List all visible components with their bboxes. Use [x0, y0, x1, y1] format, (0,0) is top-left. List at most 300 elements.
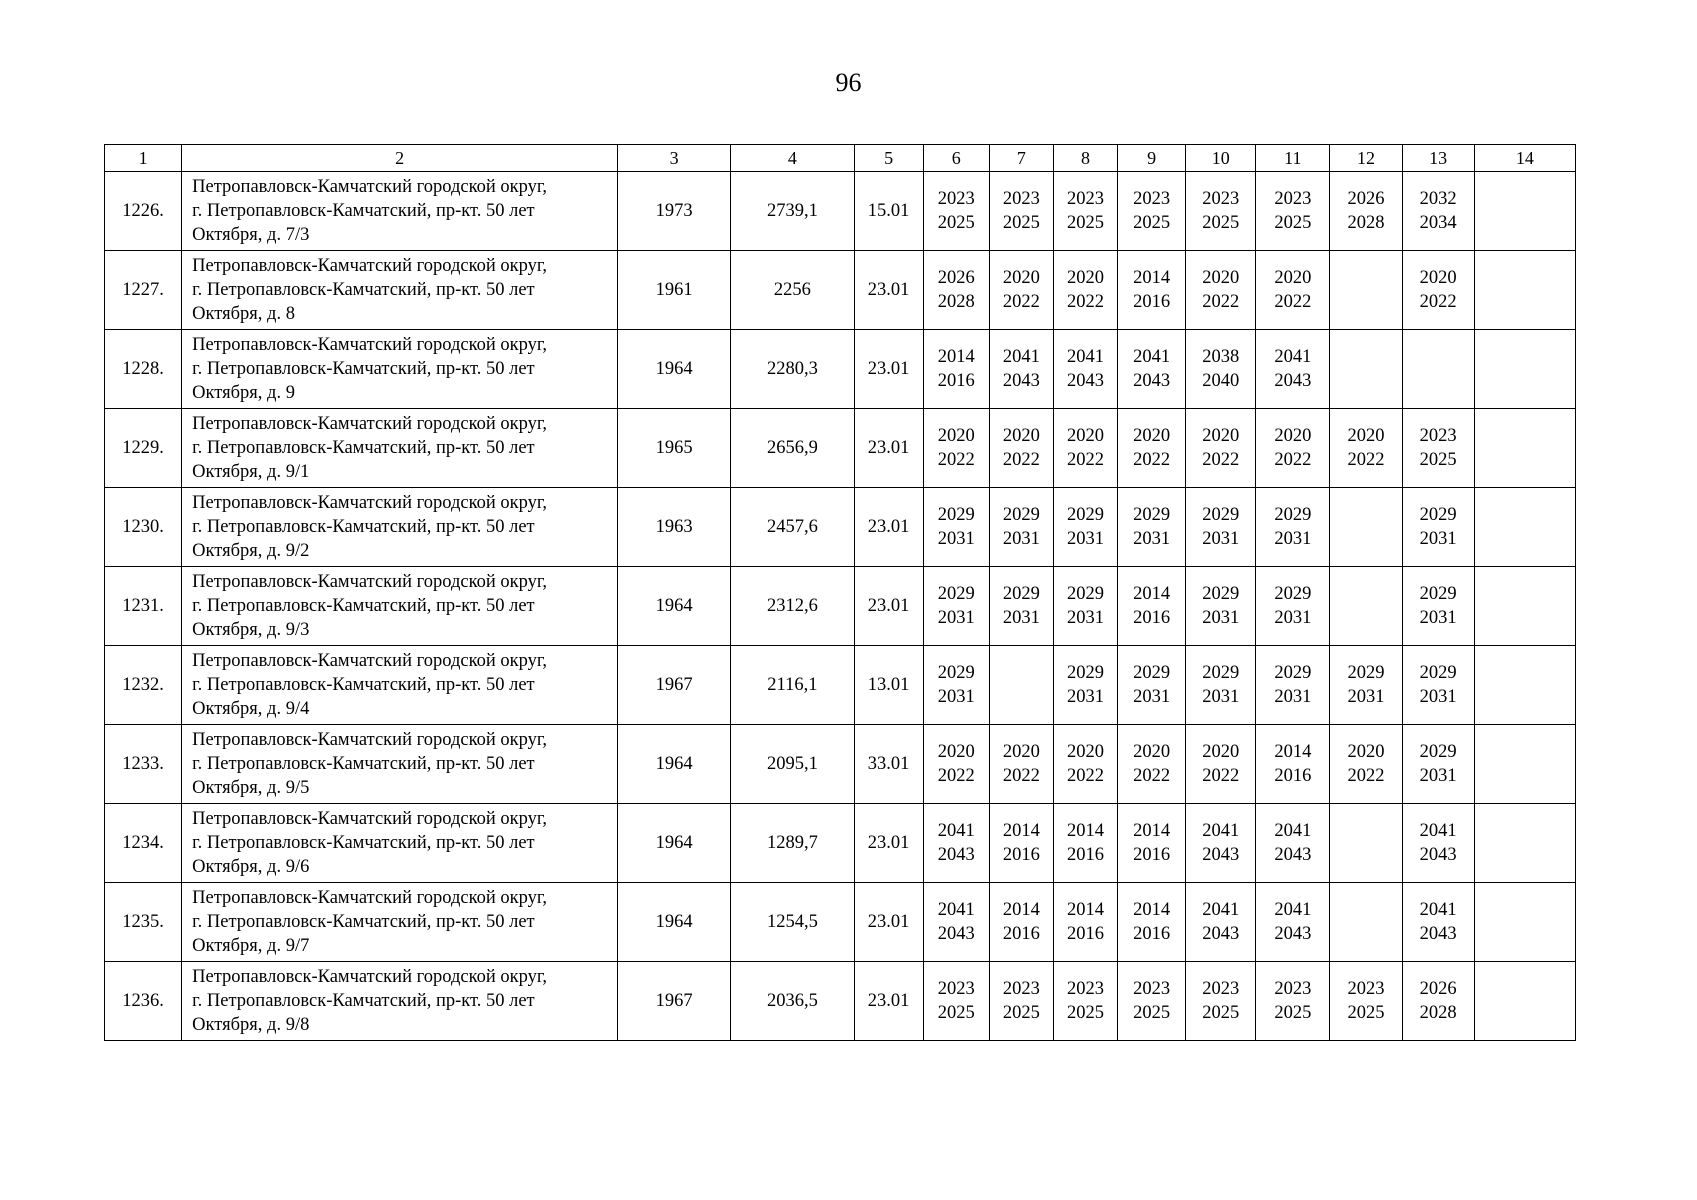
period-cell-8 [1053, 488, 1117, 567]
period-cell-10 [1186, 725, 1256, 804]
period-cell-13 [1402, 567, 1474, 646]
period-end: 2016 [1274, 766, 1312, 786]
period-start: 2041 [1133, 347, 1171, 367]
period-end: 2031 [937, 687, 975, 707]
row-number: 1227. [105, 251, 182, 330]
period-end: 2025 [1133, 213, 1171, 233]
period-cell-7 [989, 172, 1053, 251]
table-row [105, 330, 1576, 409]
period-cell-6 [923, 804, 989, 883]
period-end: 2031 [1002, 529, 1040, 549]
period-start: 2026 [937, 268, 975, 288]
period-end: 2016 [1133, 845, 1171, 865]
period-end: 2043 [1066, 371, 1104, 391]
notes-cell [1474, 804, 1575, 883]
period-end: 2025 [1347, 1003, 1385, 1023]
period-end: 2031 [1202, 687, 1240, 707]
period-start: 2041 [1419, 900, 1457, 920]
period-end: 2031 [1274, 529, 1312, 549]
header-cell-10: 10 [1186, 145, 1256, 172]
address-line: Октября, д. 9 [192, 383, 295, 403]
period-cell-13 [1402, 804, 1474, 883]
notes-cell [1474, 962, 1575, 1041]
period-start: 2014 [1002, 821, 1040, 841]
period-end: 2022 [1133, 450, 1171, 470]
period-cell-10 [1186, 251, 1256, 330]
header-cell-1: 1 [105, 145, 182, 172]
period-start: 2020 [1347, 426, 1385, 446]
period-end: 2043 [1002, 371, 1040, 391]
address-line: г. Петропавловск-Камчатский, пр-кт. 50 лет [192, 754, 535, 774]
period-start: 2041 [1202, 900, 1240, 920]
period-cell-7 [989, 488, 1053, 567]
period-cell-12 [1330, 409, 1402, 488]
period-end: 2022 [937, 766, 975, 786]
period-cell-11 [1256, 962, 1330, 1041]
period-end: 2043 [1202, 845, 1240, 865]
address-line: Октября, д. 9/3 [192, 620, 310, 640]
notes-cell [1474, 251, 1575, 330]
period-end: 2043 [937, 845, 975, 865]
period-cell-9 [1118, 567, 1186, 646]
address-line: Петропавловск-Камчатский городской округ, [192, 572, 548, 592]
header-row [105, 145, 1576, 172]
period-end: 2028 [1419, 1003, 1457, 1023]
period-start: 2014 [1002, 900, 1040, 920]
area-cell: 1254,5 [731, 883, 854, 962]
period-end: 2031 [1347, 687, 1385, 707]
period-start: 2041 [937, 900, 975, 920]
address-line: г. Петропавловск-Камчатский, пр-кт. 50 лет [192, 912, 535, 932]
address-line: г. Петропавловск-Камчатский, пр-кт. 50 лет [192, 438, 535, 458]
period-start: 2020 [1202, 426, 1240, 446]
period-start: 2029 [1202, 505, 1240, 525]
period-end: 2025 [1274, 213, 1312, 233]
period-start: 2029 [1133, 505, 1171, 525]
notes-cell [1474, 725, 1575, 804]
period-end: 2016 [1133, 608, 1171, 628]
period-cell-13 [1402, 725, 1474, 804]
period-start: 2029 [937, 663, 975, 683]
address-line: Петропавловск-Камчатский городской округ, [192, 256, 548, 276]
period-end: 2040 [1202, 371, 1240, 391]
period-start: 2014 [1274, 742, 1312, 762]
period-cell-12 [1330, 251, 1402, 330]
period-end: 2016 [1002, 845, 1040, 865]
address-cell [182, 172, 618, 251]
period-cell-8 [1053, 725, 1117, 804]
period-start: 2020 [937, 426, 975, 446]
table-row [105, 567, 1576, 646]
period-end: 2031 [1274, 687, 1312, 707]
area-cell: 2739,1 [731, 172, 854, 251]
row-number: 1226. [105, 172, 182, 251]
area-cell: 2116,1 [731, 646, 854, 725]
area-cell: 2095,1 [731, 725, 854, 804]
period-end: 2031 [1202, 529, 1240, 549]
period-cell-7 [989, 567, 1053, 646]
period-cell-9 [1118, 883, 1186, 962]
period-start: 2020 [937, 742, 975, 762]
area-cell: 2457,6 [731, 488, 854, 567]
table-row [105, 251, 1576, 330]
table-row [105, 883, 1576, 962]
period-start: 2020 [1066, 426, 1104, 446]
address-cell [182, 804, 618, 883]
period-end: 2043 [1133, 371, 1171, 391]
period-start: 2029 [1419, 742, 1457, 762]
period-cell-6 [923, 567, 989, 646]
period-cell-13 [1402, 409, 1474, 488]
period-end: 2022 [1002, 766, 1040, 786]
address-cell [182, 251, 618, 330]
address-line: г. Петропавловск-Камчатский, пр-кт. 50 лет [192, 991, 535, 1011]
address-line: Петропавловск-Камчатский городской округ, [192, 335, 548, 355]
code-cell: 23.01 [854, 962, 923, 1041]
period-start: 2023 [1133, 189, 1171, 209]
construction-year-cell: 1965 [618, 409, 731, 488]
address-cell [182, 330, 618, 409]
period-start: 2041 [937, 821, 975, 841]
header-cell-4: 4 [731, 145, 854, 172]
row-number: 1234. [105, 804, 182, 883]
period-start: 2020 [1066, 268, 1104, 288]
period-end: 2031 [1419, 529, 1457, 549]
period-cell-7 [989, 883, 1053, 962]
period-cell-11 [1256, 488, 1330, 567]
period-cell-10 [1186, 409, 1256, 488]
period-end: 2031 [1419, 687, 1457, 707]
period-cell-6 [923, 251, 989, 330]
address-line: Петропавловск-Камчатский городской округ, [192, 177, 548, 197]
row-number: 1231. [105, 567, 182, 646]
address-line: Октября, д. 9/6 [192, 857, 310, 877]
period-cell-10 [1186, 804, 1256, 883]
code-cell: 23.01 [854, 883, 923, 962]
table-row [105, 409, 1576, 488]
address-line: Октября, д. 9/2 [192, 541, 310, 561]
period-end: 2025 [1419, 450, 1457, 470]
period-start: 2023 [937, 979, 975, 999]
period-cell-9 [1118, 330, 1186, 409]
address-cell [182, 488, 618, 567]
code-cell: 23.01 [854, 251, 923, 330]
period-end: 2016 [1133, 292, 1171, 312]
code-cell: 23.01 [854, 330, 923, 409]
period-start: 2026 [1347, 189, 1385, 209]
address-line: Октября, д. 7/3 [192, 225, 310, 245]
construction-year-cell: 1967 [618, 962, 731, 1041]
period-end: 2043 [1419, 924, 1457, 944]
period-cell-11 [1256, 567, 1330, 646]
period-cell-9 [1118, 725, 1186, 804]
header-cell-14: 14 [1474, 145, 1575, 172]
page-number: 96 [835, 68, 862, 97]
period-end: 2034 [1419, 213, 1457, 233]
period-cell-10 [1186, 488, 1256, 567]
period-cell-13 [1402, 488, 1474, 567]
period-start: 2023 [1002, 979, 1040, 999]
period-end: 2016 [1133, 924, 1171, 944]
period-start: 2029 [1202, 663, 1240, 683]
period-end: 2025 [1066, 1003, 1104, 1023]
period-end: 2022 [1133, 766, 1171, 786]
period-start: 2014 [937, 347, 975, 367]
period-start: 2029 [1347, 663, 1385, 683]
period-start: 2020 [1002, 742, 1040, 762]
address-line: г. Петропавловск-Камчатский, пр-кт. 50 лет [192, 359, 535, 379]
period-cell-9 [1118, 488, 1186, 567]
period-cell-6 [923, 172, 989, 251]
period-cell-9 [1118, 172, 1186, 251]
period-cell-7 [989, 804, 1053, 883]
period-cell-6 [923, 646, 989, 725]
period-start: 2020 [1002, 426, 1040, 446]
period-end: 2025 [1002, 213, 1040, 233]
period-start: 2029 [937, 505, 975, 525]
address-line: г. Петропавловск-Камчатский, пр-кт. 50 лет [192, 833, 535, 853]
construction-year-cell: 1964 [618, 883, 731, 962]
period-end: 2022 [1419, 292, 1457, 312]
period-cell-10 [1186, 567, 1256, 646]
table-row [105, 646, 1576, 725]
period-start: 2023 [1347, 979, 1385, 999]
table-body [105, 172, 1576, 1041]
period-start: 2014 [1066, 900, 1104, 920]
period-end: 2031 [1133, 687, 1171, 707]
period-cell-13 [1402, 330, 1474, 409]
period-start: 2023 [1002, 189, 1040, 209]
period-end: 2022 [1347, 450, 1385, 470]
period-cell-11 [1256, 646, 1330, 725]
construction-year-cell: 1967 [618, 646, 731, 725]
table-row [105, 172, 1576, 251]
period-end: 2031 [937, 608, 975, 628]
period-start: 2023 [1202, 189, 1240, 209]
address-line: Петропавловск-Камчатский городской округ, [192, 414, 548, 434]
period-end: 2031 [1066, 608, 1104, 628]
address-line: г. Петропавловск-Камчатский, пр-кт. 50 лет [192, 675, 535, 695]
period-start: 2041 [1274, 900, 1312, 920]
period-start: 2020 [1274, 426, 1312, 446]
period-start: 2020 [1347, 742, 1385, 762]
period-start: 2029 [1133, 663, 1171, 683]
period-end: 2025 [1202, 1003, 1240, 1023]
period-end: 2031 [1133, 529, 1171, 549]
period-cell-13 [1402, 251, 1474, 330]
address-line: г. Петропавловск-Камчатский, пр-кт. 50 лет [192, 280, 535, 300]
period-end: 2025 [937, 1003, 975, 1023]
address-line: Октября, д. 9/4 [192, 699, 310, 719]
address-cell [182, 567, 618, 646]
period-cell-8 [1053, 804, 1117, 883]
period-cell-10 [1186, 646, 1256, 725]
period-end: 2016 [1002, 924, 1040, 944]
period-cell-8 [1053, 251, 1117, 330]
period-start: 2029 [1002, 584, 1040, 604]
period-start: 2014 [1133, 584, 1171, 604]
period-cell-6 [923, 409, 989, 488]
area-cell: 2280,3 [731, 330, 854, 409]
code-cell: 23.01 [854, 488, 923, 567]
period-cell-13 [1402, 646, 1474, 725]
area-cell: 2312,6 [731, 567, 854, 646]
period-cell-11 [1256, 172, 1330, 251]
address-line: Петропавловск-Камчатский городской округ, [192, 730, 548, 750]
period-cell-9 [1118, 804, 1186, 883]
period-start: 2014 [1133, 821, 1171, 841]
address-line: г. Петропавловск-Камчатский, пр-кт. 50 лет [192, 596, 535, 616]
notes-cell [1474, 330, 1575, 409]
period-start: 2023 [937, 189, 975, 209]
period-start: 2029 [1274, 663, 1312, 683]
period-start: 2041 [1274, 821, 1312, 841]
period-start: 2020 [1002, 268, 1040, 288]
address-line: Петропавловск-Камчатский городской округ, [192, 967, 548, 987]
period-end: 2025 [1202, 213, 1240, 233]
period-start: 2029 [1202, 584, 1240, 604]
period-start: 2029 [1002, 505, 1040, 525]
period-end: 2031 [1066, 529, 1104, 549]
period-start: 2041 [1002, 347, 1040, 367]
period-cell-10 [1186, 883, 1256, 962]
period-start: 2041 [1202, 821, 1240, 841]
period-start: 2014 [1133, 900, 1171, 920]
period-start: 2020 [1133, 742, 1171, 762]
period-cell-8 [1053, 172, 1117, 251]
period-cell-9 [1118, 646, 1186, 725]
area-cell: 2256 [731, 251, 854, 330]
period-start: 2020 [1066, 742, 1104, 762]
period-end: 2043 [937, 924, 975, 944]
period-end: 2025 [1002, 1003, 1040, 1023]
row-number: 1235. [105, 883, 182, 962]
period-end: 2016 [1066, 845, 1104, 865]
code-cell: 15.01 [854, 172, 923, 251]
period-start: 2029 [1274, 505, 1312, 525]
construction-year-cell: 1961 [618, 251, 731, 330]
period-cell-12 [1330, 725, 1402, 804]
period-start: 2029 [937, 584, 975, 604]
housing-register-table [104, 144, 1576, 1041]
period-start: 2041 [1419, 821, 1457, 841]
period-end: 2022 [1347, 766, 1385, 786]
period-end: 2025 [937, 213, 975, 233]
period-cell-11 [1256, 804, 1330, 883]
period-cell-11 [1256, 251, 1330, 330]
period-cell-12 [1330, 330, 1402, 409]
period-start: 2023 [1419, 426, 1457, 446]
period-end: 2022 [1066, 450, 1104, 470]
header-cell-13: 13 [1402, 145, 1474, 172]
period-cell-9 [1118, 251, 1186, 330]
area-cell: 2656,9 [731, 409, 854, 488]
period-end: 2022 [1066, 766, 1104, 786]
period-end: 2031 [1274, 608, 1312, 628]
period-end: 2043 [1202, 924, 1240, 944]
period-start: 2029 [1419, 505, 1457, 525]
period-start: 2020 [1274, 268, 1312, 288]
period-start: 2029 [1066, 584, 1104, 604]
header-cell-9: 9 [1118, 145, 1186, 172]
construction-year-cell: 1964 [618, 725, 731, 804]
period-end: 2022 [1002, 450, 1040, 470]
period-cell-9 [1118, 409, 1186, 488]
address-line: Октября, д. 9/8 [192, 1015, 310, 1035]
construction-year-cell: 1973 [618, 172, 731, 251]
period-cell-12 [1330, 567, 1402, 646]
period-cell-13 [1402, 883, 1474, 962]
notes-cell [1474, 567, 1575, 646]
address-line: Октября, д. 9/1 [192, 462, 310, 482]
period-start: 2014 [1133, 268, 1171, 288]
period-end: 2022 [1002, 292, 1040, 312]
period-cell-8 [1053, 409, 1117, 488]
period-cell-11 [1256, 330, 1330, 409]
period-cell-12 [1330, 488, 1402, 567]
period-cell-13 [1402, 172, 1474, 251]
address-cell [182, 409, 618, 488]
period-end: 2031 [937, 529, 975, 549]
address-line: Октября, д. 9/5 [192, 778, 310, 798]
header-cell-2: 2 [182, 145, 618, 172]
address-line: Петропавловск-Камчатский городской округ, [192, 493, 548, 513]
row-number: 1232. [105, 646, 182, 725]
table-row [105, 804, 1576, 883]
period-start: 2029 [1066, 663, 1104, 683]
period-cell-11 [1256, 883, 1330, 962]
period-start: 2020 [1419, 268, 1457, 288]
period-end: 2025 [1066, 213, 1104, 233]
period-start: 2014 [1066, 821, 1104, 841]
address-line: Петропавловск-Камчатский городской округ, [192, 809, 548, 829]
period-cell-7 [989, 962, 1053, 1041]
period-cell-12 [1330, 646, 1402, 725]
period-cell-11 [1256, 725, 1330, 804]
period-cell-8 [1053, 567, 1117, 646]
period-cell-7 [989, 646, 1053, 725]
period-start: 2023 [1066, 189, 1104, 209]
construction-year-cell: 1964 [618, 567, 731, 646]
period-end: 2031 [1202, 608, 1240, 628]
period-end: 2043 [1274, 845, 1312, 865]
construction-year-cell: 1964 [618, 804, 731, 883]
construction-year-cell: 1963 [618, 488, 731, 567]
period-end: 2022 [1202, 766, 1240, 786]
period-end: 2025 [1133, 1003, 1171, 1023]
period-cell-12 [1330, 804, 1402, 883]
period-start: 2020 [1202, 268, 1240, 288]
period-end: 2016 [1066, 924, 1104, 944]
period-end: 2031 [1066, 687, 1104, 707]
period-end: 2025 [1274, 1003, 1312, 1023]
period-start: 2020 [1133, 426, 1171, 446]
header-cell-12: 12 [1330, 145, 1402, 172]
period-start: 2029 [1274, 584, 1312, 604]
address-line: Октября, д. 8 [192, 304, 295, 324]
code-cell: 13.01 [854, 646, 923, 725]
period-cell-12 [1330, 172, 1402, 251]
period-end: 2043 [1419, 845, 1457, 865]
period-end: 2031 [1002, 608, 1040, 628]
header-cell-8: 8 [1053, 145, 1117, 172]
period-cell-8 [1053, 330, 1117, 409]
period-cell-12 [1330, 883, 1402, 962]
period-end: 2031 [1419, 766, 1457, 786]
period-start: 2023 [1133, 979, 1171, 999]
code-cell: 33.01 [854, 725, 923, 804]
period-end: 2022 [1202, 450, 1240, 470]
